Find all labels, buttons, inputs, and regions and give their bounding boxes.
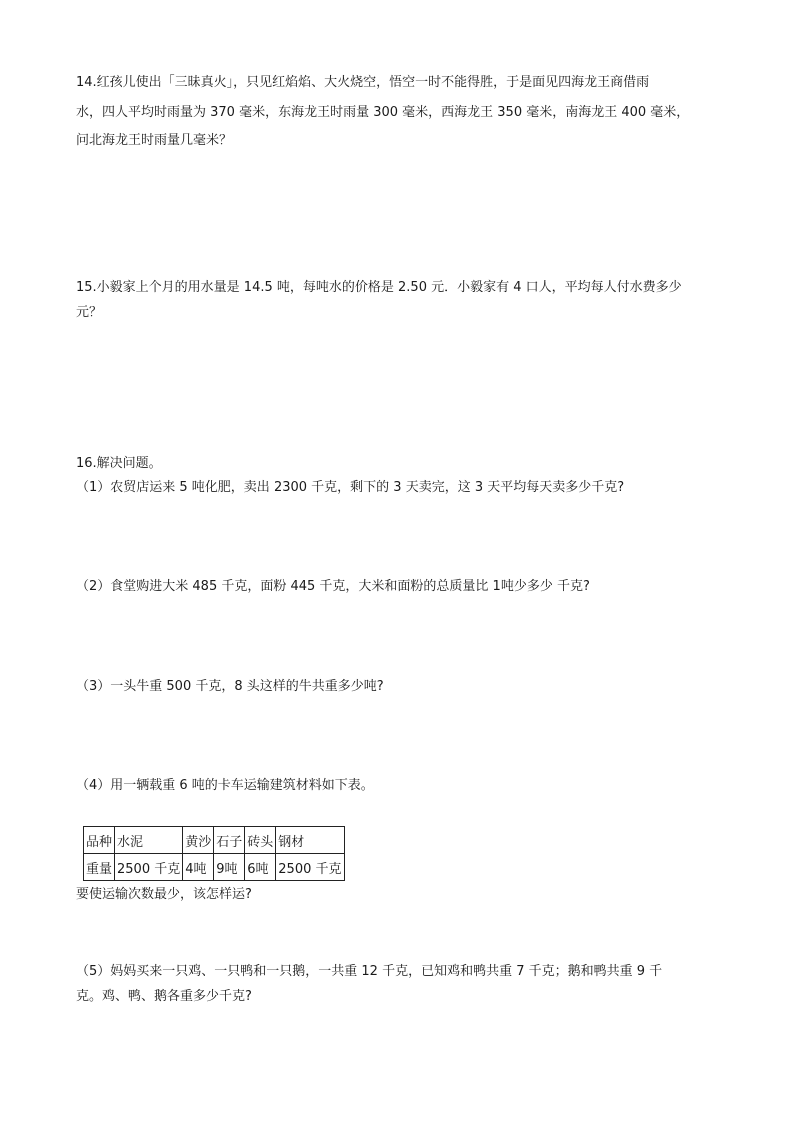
table-row-header [84, 827, 345, 854]
q16-part-2: （2）食堂购进大米 485 千克，面粉 445 千克，大米和面粉的总质量比 1吨少多少 千克? [76, 579, 590, 594]
q16-title: 16.解决问题。 [76, 456, 162, 471]
table-cell: 黄沙 [183, 827, 214, 854]
table-cell: 2500 千克 [115, 854, 183, 881]
q16-part-4-question: 要使运输次数最少，该怎样运? [76, 887, 252, 902]
q14-line-1: 14.红孩儿使出「三昧真火」，只见红焰焰、大火烧空，悟空一时不能得胜，于是面见四海龙王商借雨 [76, 75, 650, 90]
q16-part-5-line-1: （5）妈妈买来一只鸡、一只鸭和一只鹅，一共重 12 千克，已知鸡和鸭共重 7 千克；鹅和鸭共重 9 千 [76, 964, 663, 979]
q16-part-3: （3）一头牛重 500 千克，8 头这样的牛共重多少吨? [76, 679, 384, 694]
table-cell: 砖头 [245, 827, 276, 854]
table-cell: 9吨 [214, 854, 245, 881]
q16-part-5-line-2: 克。鸡、鸭、鹅各重多少千克? [76, 989, 252, 1004]
q15-line-1: 15.小毅家上个月的用水量是 14.5 吨，每吨水的价格是 2.50 元．小毅家有 4 口人，平均每人付水费多少 [76, 280, 682, 295]
table-cell: 4吨 [183, 854, 214, 881]
q16-part-1: （1）农贸店运来 5 吨化肥，卖出 2300 千克，剩下的 3 天卖完，这 3 天平均每天卖多少千克? [76, 480, 625, 495]
table-cell: 水泥 [115, 827, 183, 854]
q15-line-2: 元？ [76, 305, 103, 320]
table-cell: 石子 [214, 827, 245, 854]
q14-line-3: 问北海龙王时雨量几毫米？ [76, 133, 233, 148]
materials-table [83, 826, 345, 881]
table-cell: 品种 [84, 827, 115, 854]
q16-part-4: （4）用一辆载重 6 吨的卡车运输建筑材料如下表。 [76, 778, 374, 793]
table-cell: 2500 千克 [276, 854, 344, 881]
table-cell: 6吨 [245, 854, 276, 881]
table-cell: 钢材 [276, 827, 344, 854]
table-row-weights [84, 854, 345, 881]
table-cell: 重量 [84, 854, 115, 881]
q14-line-2: 水，四人平均时雨量为 370 毫米，东海龙王时雨量 300 毫米，西海龙王 350 毫米，南海龙王 400 毫米， [76, 105, 690, 120]
